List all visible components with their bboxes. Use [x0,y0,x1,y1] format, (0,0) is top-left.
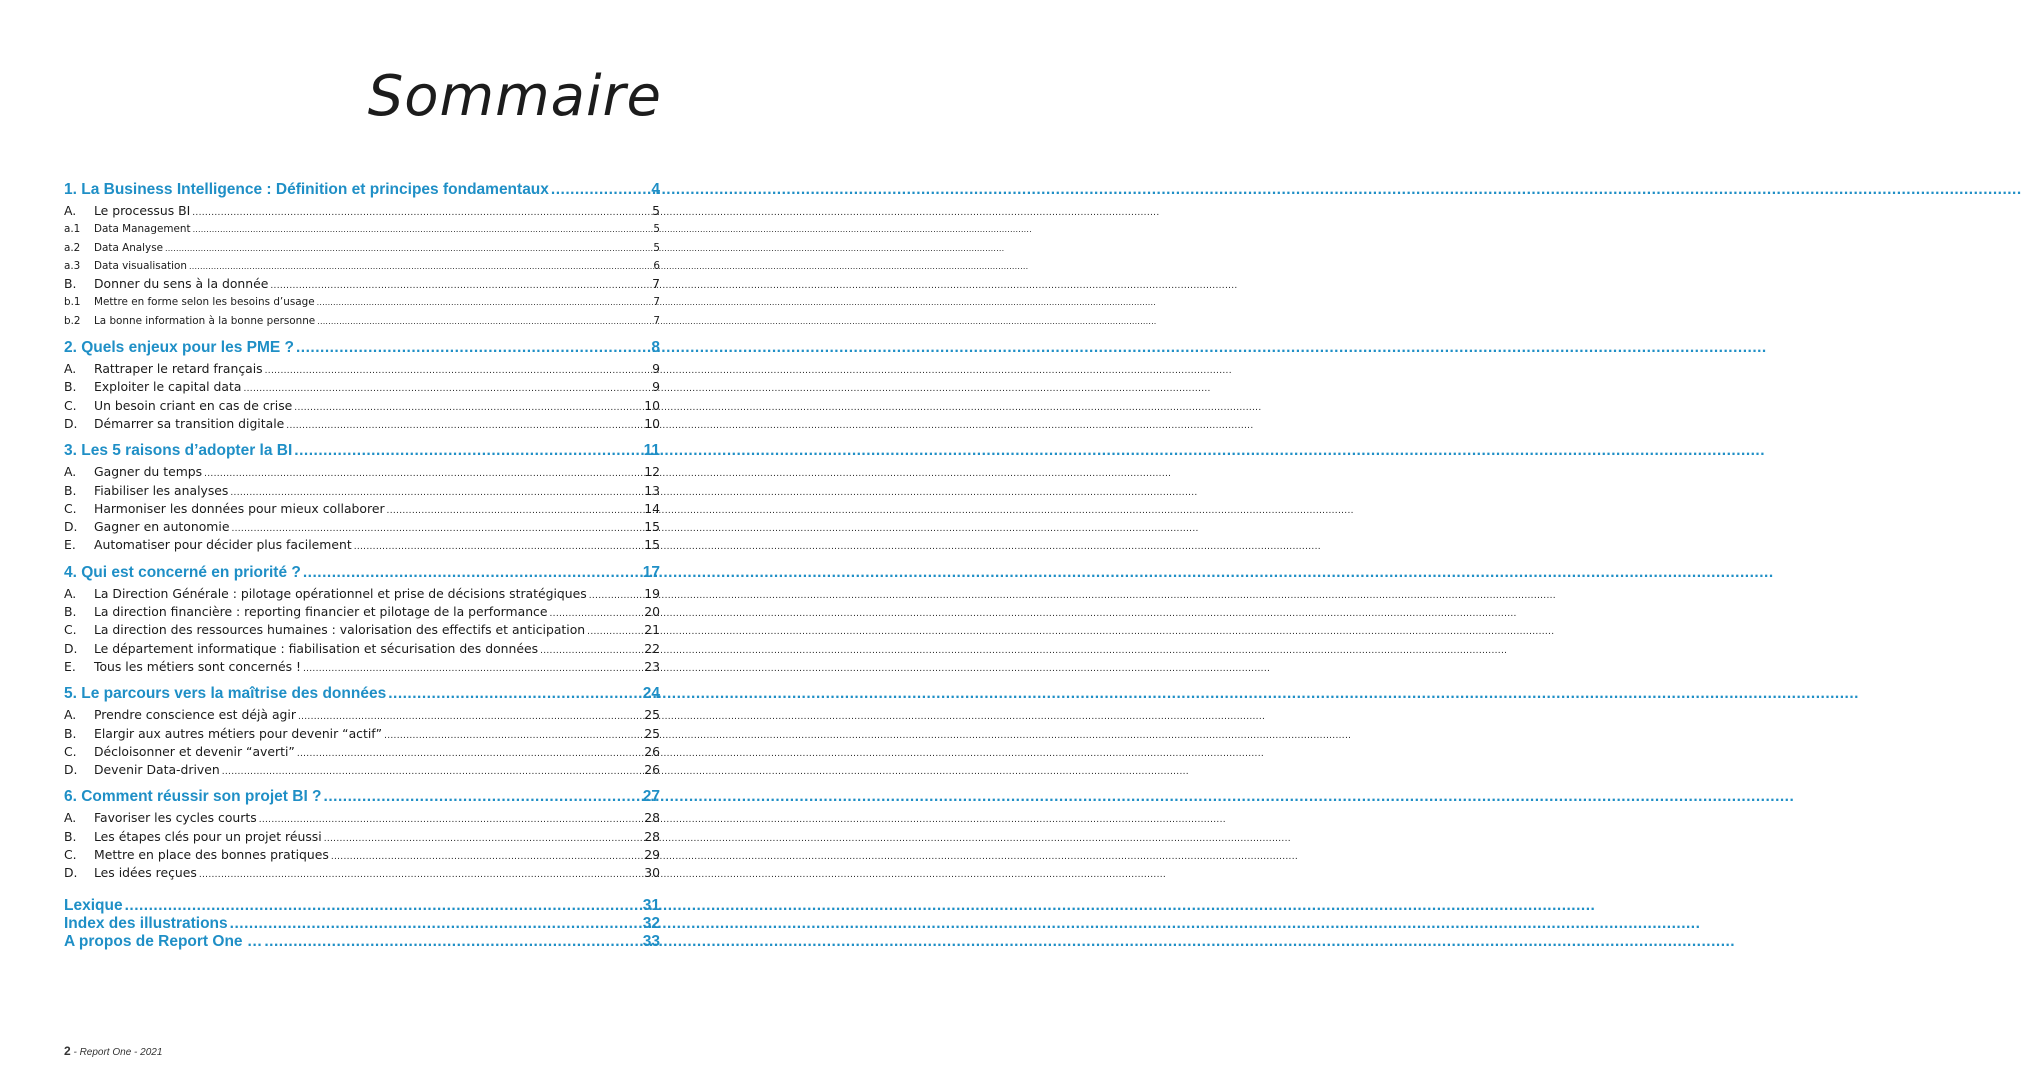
toc-page-number: 31 [642,896,660,914]
toc-subentry[interactable] [64,809,660,827]
toc-entry-title: Donner du sens à la donnée [94,276,269,292]
toc-page-number: 19 [644,585,660,601]
toc-entry-title: Devenir Data-driven [94,762,220,778]
dot-leader [296,336,649,360]
dot-leader [589,587,642,605]
toc-subentry[interactable] [64,658,660,676]
toc-entry-title: 6. Comment réussir son projet BI ? [64,788,322,806]
toc-entry-title: Le département informatique : fiabilisation et sécurisation des données [94,640,539,656]
dot-leader [540,642,642,660]
toc-entry-title: La direction financière : reporting financier et pilotage de la performance [94,604,548,620]
dot-leader [193,221,652,239]
toc-section-heading[interactable] [64,785,660,809]
dot-leader [354,538,643,556]
toc-item-letter: A. [64,810,77,826]
dot-leader [243,380,650,398]
toc-entry-title: 5. Le parcours vers la maîtrise des données [64,685,387,703]
dot-leader [294,399,642,417]
toc-item-letter: B. [64,828,77,844]
toc-item-letter: a.3 [64,259,81,272]
toc-item-letter: a.2 [64,241,81,254]
toc-subentry[interactable] [64,275,660,293]
toc-item-letter: B. [64,604,77,620]
toc-entry-title: 1. La Business Intelligence : Définition et principes fondamentaux [64,181,549,198]
toc-page-number: 26 [644,762,660,778]
toc-item-letter: b.1 [64,296,81,309]
toc-subentry[interactable] [64,621,660,639]
footer-source: - Report One - 2021 [70,1047,163,1058]
dot-leader [303,660,642,678]
toc-page-number: 7 [653,314,660,327]
toc-page-number: 29 [644,847,660,863]
toc-page-number: 33 [642,932,660,950]
toc-page-number: 15 [644,537,660,553]
toc-page-number: 15 [644,519,660,535]
toc-subsubentry[interactable] [64,312,660,330]
toc-page-number: 24 [642,685,660,703]
toc-section-heading[interactable] [64,439,660,463]
toc-entry-title: Gagner du temps [94,464,203,480]
toc-subentry[interactable] [64,846,660,864]
toc-page-number: 10 [644,415,660,431]
toc-page-number: 23 [644,658,660,674]
toc-subentry[interactable] [64,378,660,396]
toc-item-letter: B. [64,379,77,395]
toc-page-number: 7 [652,276,660,292]
table-of-contents [64,178,660,951]
toc-item-letter: b.2 [64,314,81,327]
toc-subentry[interactable] [64,706,660,724]
toc-item-letter: A. [64,707,77,723]
dot-leader [387,502,643,520]
toc-item-letter: E. [64,537,76,553]
toc-page-number: 32 [642,914,660,932]
toc-section [64,336,660,433]
dot-leader [587,623,642,641]
toc-page-number: 9 [652,379,660,395]
toc-page-number: 13 [644,482,660,498]
toc-page-number: 12 [644,464,660,480]
toc-appendix-entry[interactable] [64,915,660,933]
toc-entry-title: 4. Qui est concerné en priorité ? [64,563,301,581]
toc-page-number: 6 [653,259,660,272]
toc-item-letter: C. [64,622,77,638]
dot-leader [388,682,641,706]
toc-subentry[interactable] [64,500,660,518]
toc-page-number: 5 [652,203,660,218]
dot-leader [270,277,650,295]
dot-leader [331,848,642,866]
toc-entry-title: Index des illustrations [64,914,228,932]
toc-item-letter: B. [64,482,77,498]
footer-page-number: 2 [64,1044,71,1058]
toc-page-number: 20 [644,604,660,620]
toc-entry-title: Mettre en place des bonnes pratiques [94,847,329,863]
toc-section [64,178,660,330]
toc-subentry[interactable] [64,761,660,779]
toc-subsubentry[interactable] [64,220,660,238]
toc-subentry[interactable] [64,518,660,536]
toc-entry-title: Rattraper le retard français [94,361,263,377]
toc-page-number: 28 [644,828,660,844]
dot-leader [192,204,650,222]
toc-entry-title: Data visualisation [94,259,187,272]
toc-page-number: 30 [644,865,660,881]
toc-page-number: 25 [644,725,660,741]
toc-page-number: 21 [644,622,660,638]
toc-entry-title: Lexique [64,896,123,914]
toc-page-number: 27 [642,788,660,806]
toc-entry-title: Les étapes clés pour un projet réussi [94,828,322,844]
toc-entry-title: Data Analyse [94,241,164,254]
toc-page-number: 17 [642,563,660,581]
toc-page-number: 25 [644,707,660,723]
toc-subsubentry[interactable] [64,257,660,275]
toc-page-number: 9 [652,361,660,377]
toc-item-letter: D. [64,519,78,535]
toc-page-number: 7 [653,296,660,309]
toc-entry-title: Le processus BI [94,203,191,218]
toc-item-letter: C. [64,743,77,759]
page-footer [64,1044,162,1058]
toc-entry-title: Prendre conscience est déjà agir [94,707,296,723]
toc-page-number: 26 [644,743,660,759]
toc-entry-title: Harmoniser les données pour mieux collaborer [94,500,385,516]
toc-item-letter: C. [64,397,77,413]
toc-entry-title: 3. Les 5 raisons d’adopter la BI [64,442,293,460]
toc-page-number: 10 [644,397,660,413]
toc-entry-title: Les idées reçues [94,865,197,881]
toc-item-letter: A. [64,464,77,480]
toc-page-number: 11 [643,442,660,460]
dot-leader [294,439,641,463]
toc-entry-title: A propos de Report One … [64,932,263,950]
dot-leader [324,785,641,809]
toc-appendix [64,897,660,951]
toc-subsubentry[interactable] [64,239,660,257]
toc-item-letter: D. [64,762,78,778]
toc-entry-title: Fiabiliser les analyses [94,482,229,498]
toc-section-heading[interactable] [64,561,660,585]
toc-section [64,439,660,554]
toc-subsubentry[interactable] [64,293,660,311]
toc-item-letter: B. [64,725,77,741]
dot-leader [384,727,642,745]
toc-entry-title: Tous les métiers sont concernés ! [94,658,301,674]
toc-subentry[interactable] [64,415,660,433]
toc-page-number: 8 [651,339,660,357]
toc-item-letter: A. [64,203,77,218]
toc-entry-title: Exploiter le capital data [94,379,242,395]
toc-entry-title: La direction des ressources humaines : valorisation des effectifs et anticipation [94,622,586,638]
dot-leader [199,866,642,884]
dot-leader [324,830,643,848]
toc-item-letter: B. [64,276,77,292]
toc-subentry[interactable] [64,585,660,603]
toc-page-number: 28 [644,810,660,826]
toc-item-letter: C. [64,500,77,516]
toc-entry-title: Automatiser pour décider plus facilement [94,537,352,553]
toc-entry-title: Favoriser les cycles courts [94,810,257,826]
toc-page-number: 5 [653,223,660,236]
toc-section [64,785,660,882]
toc-item-letter: D. [64,865,78,881]
document-page [0,0,764,1080]
dot-leader [165,240,651,258]
dot-leader [317,313,651,331]
toc-item-letter: A. [64,585,77,601]
toc-appendix-entry[interactable] [64,933,660,951]
toc-appendix-entry[interactable] [64,897,660,915]
toc-item-letter: E. [64,658,76,674]
toc-entry-title: Gagner en autonomie [94,519,230,535]
toc-section [64,682,660,779]
toc-subentry[interactable] [64,743,660,761]
dot-leader [189,258,651,276]
toc-subentry[interactable] [64,640,660,658]
toc-entry-title: Data Management [94,223,191,236]
toc-page-number: 4 [651,181,660,198]
dot-leader [265,362,650,380]
dot-leader [222,763,643,781]
toc-item-letter: D. [64,640,78,656]
toc-subentry[interactable] [64,397,660,415]
page-title: Sommaire [367,64,662,129]
toc-entry-title: 2. Quels enjeux pour les PME ? [64,339,294,357]
dot-leader [551,178,649,202]
dot-leader [264,933,640,951]
toc-section-heading[interactable] [64,336,660,360]
toc-subentry[interactable] [64,202,660,220]
dot-leader [125,897,641,915]
toc-page-number: 5 [653,241,660,254]
toc-section-heading[interactable] [64,682,660,706]
toc-item-letter: D. [64,415,78,431]
dot-leader [230,915,641,933]
toc-item-letter: C. [64,847,77,863]
toc-entry-title: La bonne information à la bonne personne [94,314,316,327]
toc-entry-title: Un besoin criant en cas de crise [94,397,293,413]
toc-page-number: 22 [644,640,660,656]
dot-leader [286,417,642,435]
toc-entry-title: Elargir aux autres métiers pour devenir “actif” [94,725,383,741]
toc-subentry[interactable] [64,463,660,481]
toc-subentry[interactable] [64,536,660,554]
toc-entry-title: Mettre en forme selon les besoins d’usage [94,296,315,309]
toc-entry-title: La Direction Générale : pilotage opérationnel et prise de décisions stratégiques [94,585,587,601]
dot-leader [204,465,642,483]
toc-item-letter: a.1 [64,223,81,236]
toc-subentry[interactable] [64,482,660,500]
toc-entry-title: Décloisonner et devenir “averti” [94,743,295,759]
toc-subentry[interactable] [64,864,660,882]
toc-section [64,561,660,676]
toc-subentry[interactable] [64,360,660,378]
toc-page-number: 14 [644,500,660,516]
toc-subentry[interactable] [64,603,660,621]
dot-leader [317,294,652,312]
dot-leader [303,561,641,585]
dot-leader [297,745,642,763]
toc-item-letter: A. [64,361,77,377]
toc-entry-title: Démarrer sa transition digitale [94,415,285,431]
toc-subentry[interactable] [64,725,660,743]
toc-subentry[interactable] [64,828,660,846]
toc-section-heading[interactable] [64,178,660,202]
